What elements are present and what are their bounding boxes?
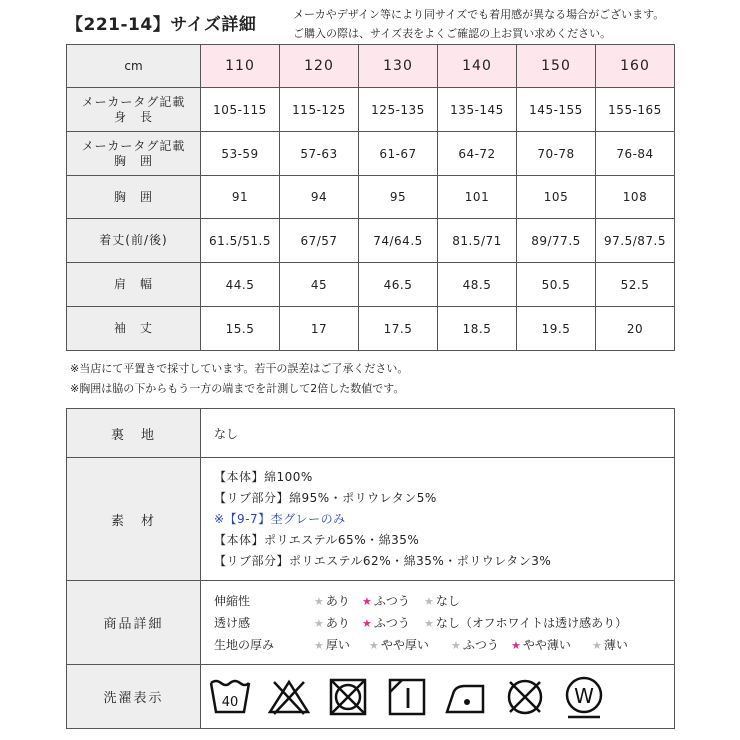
star-icon: ★ (314, 594, 324, 608)
material-line: 【リブ部分】ポリエステル62%・綿35%・ポリウレタン3% (214, 553, 552, 568)
material-value (201, 458, 675, 581)
row-label: メーカータグ記載 胸 囲 (67, 132, 201, 176)
material-line: 【本体】綿100% (214, 469, 313, 484)
property-stretch (214, 590, 674, 612)
detail-row-care (67, 665, 675, 729)
rating-option: ★ 薄い (592, 637, 628, 652)
rating-option: ★ なし（オフホワイトは透け感あり） (424, 615, 628, 630)
detail-row-lining (67, 409, 675, 458)
row-label: 肩 幅 (67, 263, 201, 307)
size-120: 120 (280, 45, 359, 88)
care-icons (201, 665, 675, 729)
table-row-tag-height: メーカータグ記載 身 長 105-115 115-125 125-135 135-145 145-155 155-165 (67, 88, 675, 132)
wet-clean-icon (561, 674, 607, 720)
unit-label: cm (67, 45, 201, 88)
svg-text:W: W (574, 683, 594, 708)
table-row-length: 着丈(前/後) 61.5/51.5 67/57 74/64.5 81.5/71 89/77.5 97.5/87.5 (67, 219, 675, 263)
rating-option: ★ ふつう (451, 637, 499, 652)
star-icon: ★ (362, 594, 372, 608)
property-name: 透け感 (214, 615, 251, 630)
row-label: メーカータグ記載 身 長 (67, 88, 201, 132)
size-150: 150 (517, 45, 596, 88)
measure-note-1: ※当店にて平置きで採寸しています。若干の誤差はご了承ください。 (70, 362, 409, 375)
iron-low-icon (443, 674, 489, 720)
detail-row-product (67, 581, 675, 665)
wash-40-icon (207, 674, 253, 720)
rating-option: ★ ふつう (362, 593, 410, 608)
star-icon: ★ (362, 616, 372, 630)
star-icon: ★ (314, 638, 324, 652)
product-detail-value (201, 581, 675, 665)
material-label: 素 材 (67, 458, 201, 581)
detail-row-material (67, 458, 675, 581)
line-dry-icon (384, 674, 430, 720)
star-icon: ★ (592, 638, 602, 652)
rating-option: ★ ふつう (362, 615, 410, 630)
no-tumble-dry-icon (325, 674, 371, 720)
property-name: 伸縮性 (214, 593, 251, 608)
table-row-sleeve: 袖 丈 15.5 17 17.5 18.5 19.5 20 (67, 307, 675, 351)
rating-option: ★ やや厚い (369, 637, 429, 652)
material-line: 【リブ部分】綿95%・ポリウレタン5% (214, 490, 437, 505)
care-label: 洗濯表示 (67, 665, 201, 729)
size-140: 140 (438, 45, 517, 88)
property-sheerness (214, 612, 674, 634)
rating-option: ★ やや薄い (511, 637, 571, 652)
size-header-row (67, 45, 675, 88)
property-name: 生地の厚み (214, 637, 275, 652)
no-bleach-icon (266, 674, 312, 720)
top-note-2: ご購入の際は、サイズ表をよくご確認の上お買い求めください。 (293, 27, 612, 40)
row-label: 着丈(前/後) (67, 219, 201, 263)
rating-option: ★ なし (424, 593, 460, 608)
lining-value: なし (201, 409, 675, 458)
top-note-1: メーカやデザイン等により同サイズでも着用感が異なる場合がございます。 (293, 8, 665, 21)
star-icon: ★ (424, 594, 434, 608)
size-160: 160 (596, 45, 675, 88)
detail-table (66, 408, 675, 729)
svg-text:40: 40 (221, 694, 239, 710)
star-icon: ★ (369, 638, 379, 652)
product-detail-label: 商品詳細 (67, 581, 201, 665)
measure-note-2: ※胸囲は脇の下からもう一方の端までを計測して2倍した数値です。 (70, 382, 405, 395)
star-icon: ★ (424, 616, 434, 630)
page-title: 【221-14】サイズ詳細 (66, 15, 257, 35)
table-row-tag-chest: メーカータグ記載 胸 囲 53-59 57-63 61-67 64-72 70-78 76-84 (67, 132, 675, 176)
star-icon: ★ (511, 638, 521, 652)
rating-option: ★ 厚い (314, 637, 350, 652)
no-dry-clean-icon (502, 674, 548, 720)
rating-option: ★ あり (314, 615, 350, 630)
size-table (66, 44, 675, 351)
row-label: 胸 囲 (67, 176, 201, 219)
material-line: 【本体】ポリエステル65%・綿35% (214, 532, 420, 547)
table-row-shoulder: 肩 幅 44.5 45 46.5 48.5 50.5 52.5 (67, 263, 675, 307)
row-label: 袖 丈 (67, 307, 201, 351)
star-icon: ★ (451, 638, 461, 652)
size-110: 110 (201, 45, 280, 88)
table-row-chest: 胸 囲 91 94 95 101 105 108 (67, 176, 675, 219)
material-note: ※【9-7】杢グレーのみ (214, 511, 346, 526)
size-130: 130 (359, 45, 438, 88)
lining-label: 裏 地 (67, 409, 201, 458)
rating-option: ★ あり (314, 593, 350, 608)
star-icon: ★ (314, 616, 324, 630)
property-thickness (214, 634, 674, 656)
